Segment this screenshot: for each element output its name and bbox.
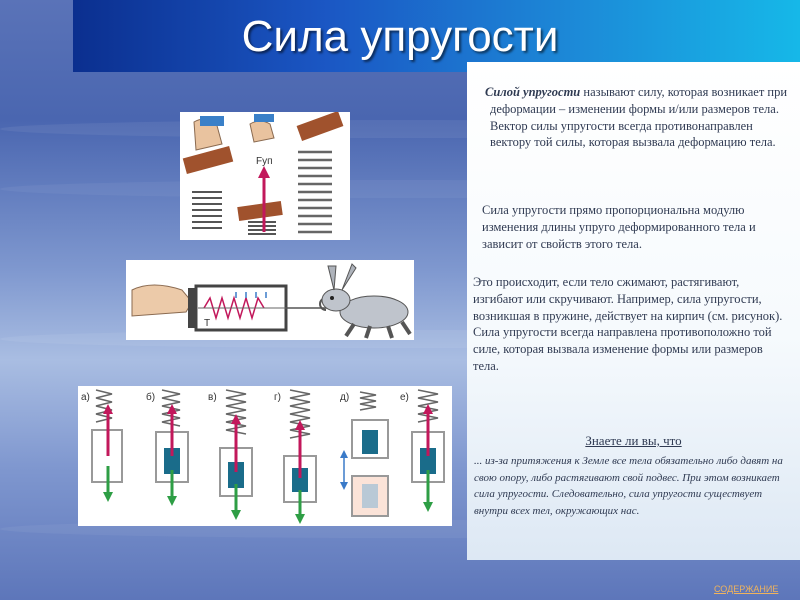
dynamometer-figure: [126, 260, 414, 340]
springs-figure: [180, 112, 350, 240]
scale-label: T: [204, 318, 211, 329]
panel-b: [146, 390, 188, 506]
panel-v: [208, 390, 252, 520]
panel-a: [81, 390, 122, 502]
force-label: Fуп: [256, 156, 273, 167]
definition-text: называют силу, которая возникает при деформации – изменении формы и/или размеров тела. Вектор силы упругости всегда противонаправлен вектору той силы, которая вызвала деформацию тела.: [490, 85, 788, 150]
panel-label-e: е): [400, 392, 409, 403]
deformation-paragraph: Это происходит, если тело сжимают, растягивают, изгибают или скручивают. Например, сила упругости, возникшая в пружине, действует на кирпич (см. рисунок). Сила упругости всегда направлена противоположно той силе, которая вызвала изменение формы или размеров тела.: [473, 275, 783, 373]
panel-label-d: д): [340, 392, 350, 403]
panel-label-a: а): [81, 392, 90, 403]
panel-label-v: в): [208, 392, 217, 403]
panel-label-b: б): [146, 392, 156, 403]
did-you-know-heading: Знаете ли вы, что: [585, 433, 682, 448]
contents-link[interactable]: СОДЕРЖАНИЕ: [714, 584, 779, 594]
definition-paragraph: [485, 84, 790, 151]
panel-d: [340, 392, 388, 516]
slide-title: Сила упругости: [241, 12, 559, 61]
panel-g: [274, 390, 316, 524]
panel-e: [400, 390, 444, 512]
panel-label-g: г): [274, 392, 281, 403]
proportionality-paragraph: Сила упругости прямо пропорциональна модулю изменения длины упруго деформированного тела и зависит от свойств этого тела.: [482, 203, 756, 251]
definition-term: Силой упругости: [485, 85, 581, 99]
fact-text: ... из-за притяжения к Земле все тела обязательно либо давят на свою опору, либо растягивают свой подвес. При этом возникает сила упругости. Следовательно, сила упругости существует внутри всех тел, окружающих нас.: [474, 455, 783, 517]
spring-panels-figure: [78, 386, 452, 526]
